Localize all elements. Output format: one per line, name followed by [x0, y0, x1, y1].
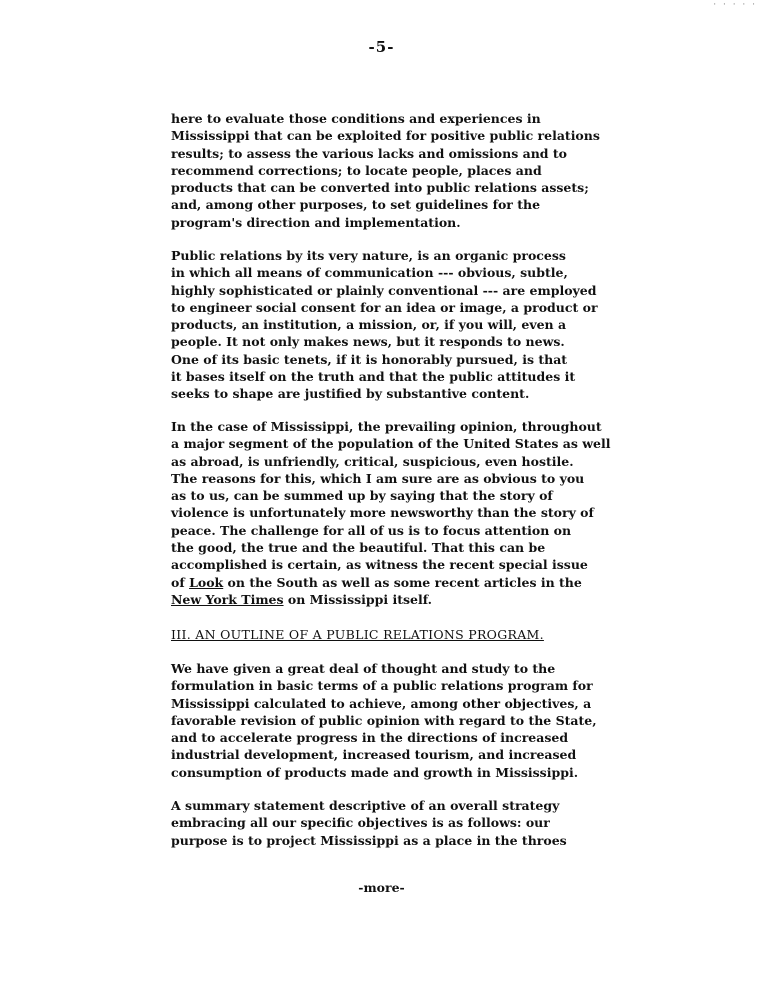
text-line — [171, 591, 641, 608]
page-number: -5- — [368, 38, 395, 56]
text-line: purpose is to project Mississippi as a place in the throes — [171, 832, 567, 848]
text-line: it bases itself on the truth and that the public attitudes it — [171, 369, 576, 385]
text-line: as to us, can be summed up by saying that the story of — [171, 488, 553, 504]
text-fragment: of — [171, 574, 190, 590]
text-line: The reasons for this, which I am sure are as obvious to you — [171, 470, 585, 486]
text-line: We have given a great deal of thought and study to the — [171, 661, 556, 676]
text-line: accomplished is certain, as witness the recent special issue — [171, 557, 588, 573]
text-line: results; to assess the various lacks and omissions and to — [171, 145, 568, 161]
text-line: industrial development, increased tourism, and increased — [171, 747, 577, 763]
section-heading — [171, 626, 641, 643]
text-fragment: on Mississippi itself. — [283, 591, 433, 607]
text-line: Public relations by its very nature, is an organic process — [171, 248, 566, 263]
text-line: program's direction and implementation. — [171, 214, 461, 230]
text-line: formulation in basic terms of a public relations program for — [171, 678, 593, 694]
text-line: as abroad, is unfriendly, critical, suspicious, even hostile. — [171, 453, 574, 469]
paragraph-5 — [171, 797, 641, 849]
text-line: favorable revision of public opinion with regard to the State, — [171, 712, 597, 728]
text-line: a major segment of the population of the United States as well — [171, 436, 611, 452]
text-line: peace. The challenge for all of us is to focus attention on — [171, 522, 572, 538]
newspaper-title: New York Times — [171, 591, 284, 607]
text-line: In the case of Mississippi, the prevailing opinion, throughout — [171, 419, 602, 434]
text-line: seeks to shape are justified by substantive content. — [171, 386, 530, 402]
text-line: products, an institution, a mission, or, if you will, even a — [171, 317, 567, 333]
text-line: the good, the true and the beautiful. That this can be — [171, 540, 546, 556]
text-line: here to evaluate those conditions and experiences in — [171, 111, 541, 126]
paragraph-4 — [171, 660, 641, 781]
continued-marker: -more- — [358, 880, 405, 895]
text-line: in which all means of communication --- obvious, subtle, — [171, 265, 568, 281]
text-line: and to accelerate progress in the directions of increased — [171, 730, 569, 746]
text-line: A summary statement descriptive of an overall strategy — [171, 798, 560, 813]
section-heading-text: III. AN OUTLINE OF A PUBLIC RELATIONS PROGRAM. — [171, 627, 544, 642]
text-line: embracing all our specific objectives is as follows: our — [171, 815, 550, 831]
magazine-title: Look — [189, 574, 224, 590]
text-line: and, among other purposes, to set guidelines for the — [171, 197, 541, 213]
text-fragment: on the South as well as some recent articles in the — [223, 574, 582, 590]
text-line: One of its basic tenets, if it is honorably pursued, is that — [171, 351, 568, 367]
text-line: people. It not only makes news, but it responds to news. — [171, 334, 565, 350]
text-line: violence is unfortunately more newsworthy than the story of — [171, 505, 594, 521]
text-line: recommend corrections; to locate people, places and — [171, 162, 542, 178]
scan-corner-marks: · · · · · — [713, 0, 757, 10]
paragraph-3 — [171, 418, 641, 608]
paragraph-2 — [171, 247, 641, 403]
text-line: Mississippi calculated to achieve, among other objectives, a — [171, 695, 592, 711]
text-line: consumption of products made and growth in Mississippi. — [171, 764, 579, 780]
paragraph-1 — [171, 110, 641, 231]
text-line: highly sophisticated or plainly conventional --- are employed — [171, 282, 597, 298]
text-line: products that can be converted into public relations assets; — [171, 180, 589, 196]
text-line: Mississippi that can be exploited for positive public relations — [171, 128, 600, 144]
text-line: to engineer social consent for an idea or image, a product or — [171, 299, 598, 315]
text-line — [171, 574, 641, 591]
